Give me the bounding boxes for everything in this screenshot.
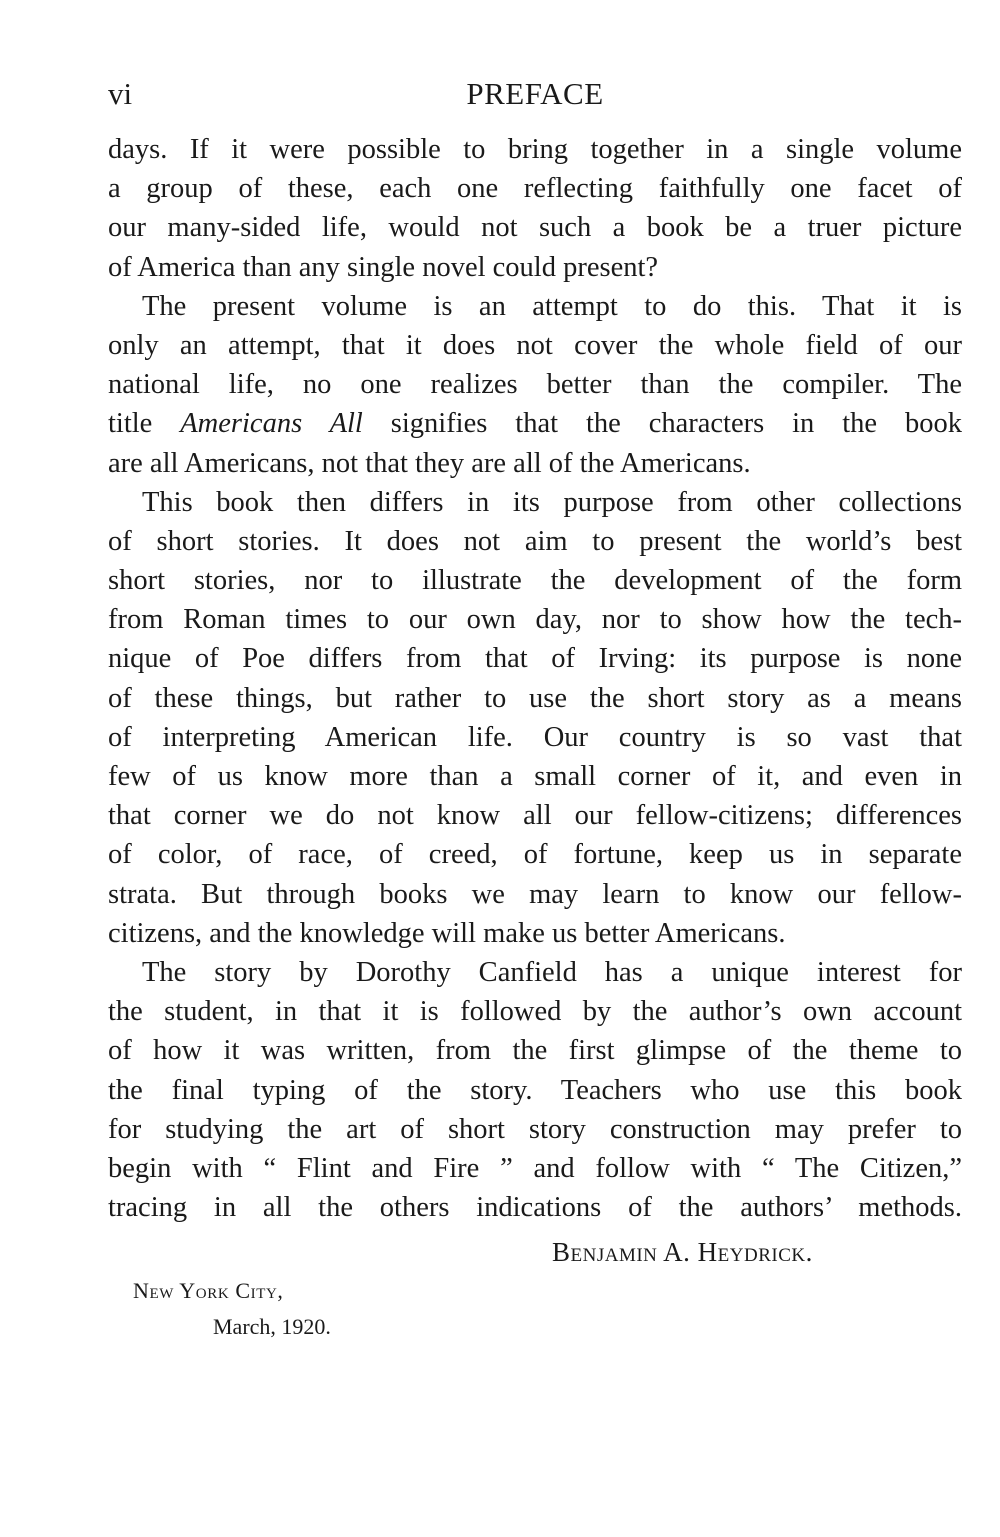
text-line: of these things, but rather to use the short story as a means — [108, 682, 962, 714]
text-line: the student, in that it is followed by the author’s own account — [108, 996, 962, 1028]
text-line: the final typing of the story. Teachers who use this book — [108, 1074, 962, 1106]
text-line: of how it was written, from the first glimpse of the theme to — [108, 1035, 962, 1067]
text-line: begin with “ Flint and Fire ” and follow with “ The Citizen,” — [108, 1152, 962, 1184]
text-line: nique of Poe differs from that of Irving: its purpose is none — [108, 643, 962, 675]
author-signature: Benjamin A. Heydrick. — [552, 1237, 813, 1267]
text-line: of color, of race, of creed, of fortune, keep us in separate — [108, 839, 962, 871]
page-number: vi — [108, 76, 133, 111]
signature-date: March, 1920. — [213, 1314, 331, 1339]
text-line: from Roman times to our own day, nor to show how the tech- — [108, 604, 962, 636]
text-line: of interpreting American life. Our country is so vast that — [108, 721, 962, 753]
text-line: that corner we do not know all our fellow-citizens; differences — [108, 800, 962, 832]
preface-body — [108, 130, 962, 1227]
text-line: tracing in all the others indications of the authors’ methods. — [108, 1192, 962, 1224]
text-line: citizens, and the knowledge will make us better Americans. — [108, 917, 786, 949]
text-line: strata. But through books we may learn to know our fellow- — [108, 878, 962, 910]
running-title: PREFACE — [466, 76, 604, 111]
text-line: few of us know more than a small corner of it, and even in — [108, 761, 962, 792]
running-head — [108, 72, 962, 116]
text-line: The present volume is an attempt to do this. That it is — [142, 290, 962, 322]
text-line: only an attempt, that it does not cover the whole field of our — [108, 329, 962, 361]
text-fragment: title — [108, 408, 181, 440]
text-line: for studying the art of short story construction may prefer to — [108, 1113, 962, 1145]
text-fragment: signifies that the characters in the book — [362, 408, 962, 440]
book-title: Americans All — [180, 408, 363, 440]
text-line: our many-sided life, would not such a book be a truer picture — [108, 212, 962, 244]
text-line: The story by Dorothy Canfield has a unique interest for — [142, 956, 962, 988]
text-line: a group of these, each one reflecting faithfully one facet of — [108, 173, 962, 205]
text-line: short stories, nor to illustrate the development of the form — [108, 565, 962, 597]
text-line: national life, no one realizes better than the compiler. The — [108, 369, 962, 401]
text-line: of short stories. It does not aim to present the world’s best — [108, 525, 962, 557]
signature-place: New York City, — [133, 1278, 284, 1303]
text-line: are all Americans, not that they are all of the Americans. — [108, 447, 751, 479]
text-line: of America than any single novel could present? — [108, 251, 659, 283]
text-line-with-title — [108, 404, 962, 443]
text-line: This book then differs in its purpose from other collections — [142, 486, 962, 518]
text-line: days. If it were possible to bring together in a single volume — [108, 134, 962, 165]
